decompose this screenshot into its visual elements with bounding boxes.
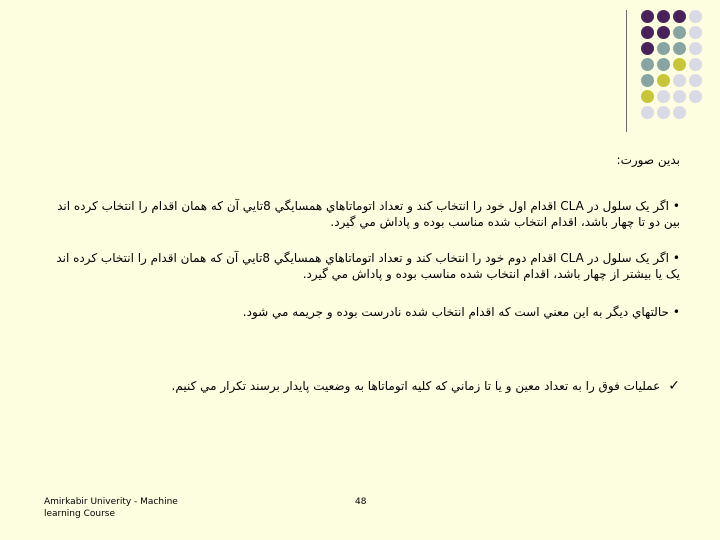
check-item-line <box>172 378 680 394</box>
decorative-dot <box>657 106 670 119</box>
decorative-dot <box>689 74 702 87</box>
heading-text: بدين صورت: <box>616 153 680 167</box>
footer-page-number: 48 <box>355 497 367 507</box>
decorative-dot <box>673 58 686 71</box>
footer-course-name: Amirkabir Univerity - Machine learning Course <box>44 497 178 519</box>
decorative-dot <box>641 90 654 103</box>
decorative-dot <box>641 74 654 87</box>
checkmark-icon: ✓ <box>668 378 680 394</box>
bullet-1-text-1: اگر يک سلول در CLA اقدام اول خود را انتخاب کند و تعداد اتوماتاهاي همسايگي 8تايي آن که همان اقدام را انتخاب کرده اند <box>57 199 669 213</box>
decorative-dot <box>657 90 670 103</box>
decorative-dot <box>673 42 686 55</box>
decorative-dot <box>657 10 670 23</box>
bullet-dot-icon: • <box>672 251 680 265</box>
decorative-dot <box>641 106 654 119</box>
bullet-2-text-1: اگر يک سلول در CLA اقدام دوم خود را انتخاب کند و تعداد اتوماتاهاي همسايگي 8تايي آن که همان اقدام را انتخاب کرده اند <box>56 251 669 265</box>
decorative-dot <box>641 26 654 39</box>
decorative-vertical-line <box>626 10 627 132</box>
bullet-dot-icon: • <box>672 305 680 319</box>
bullet-2-line-1 <box>56 250 680 266</box>
check-item-text: عمليات فوق را به تعداد معين و يا تا زماني که کليه اتوماتاها به وضعيت پايدار برسند تکرار مي کنيم. <box>171 379 661 393</box>
decorative-dot <box>641 10 654 23</box>
bullet-3-text: حالتهاي ديگر به اين معني است که اقدام انتخاب شده نادرست بوده و جريمه مي شود. <box>242 305 669 319</box>
decorative-dot <box>673 74 686 87</box>
decorative-dot <box>673 10 686 23</box>
decorative-dot <box>673 90 686 103</box>
bullet-dot-icon: • <box>672 199 680 213</box>
decorative-dot <box>689 26 702 39</box>
bullet-2-line-2: يک يا بيشتر از چهار باشد، اقدام انتخاب شده مناسب بوده و پاداش مي گيرد. <box>302 267 680 281</box>
decorative-dot <box>673 26 686 39</box>
decorative-dot <box>689 58 702 71</box>
decorative-dot <box>657 42 670 55</box>
decorative-dot <box>657 58 670 71</box>
decorative-dot <box>673 106 686 119</box>
decorative-dot <box>689 10 702 23</box>
decorative-dot <box>689 90 702 103</box>
decorative-dot-grid <box>641 10 720 130</box>
bullet-1-line-2: بين دو تا چهار باشد، اقدام انتخاب شده مناسب بوده و پاداش مي گيرد. <box>330 215 680 229</box>
bullet-3-line <box>243 304 680 320</box>
decorative-dot <box>641 58 654 71</box>
decorative-dot <box>689 42 702 55</box>
decorative-dot <box>657 74 670 87</box>
bullet-1-line-1 <box>57 198 680 214</box>
decorative-dot <box>641 42 654 55</box>
decorative-dot <box>657 26 670 39</box>
